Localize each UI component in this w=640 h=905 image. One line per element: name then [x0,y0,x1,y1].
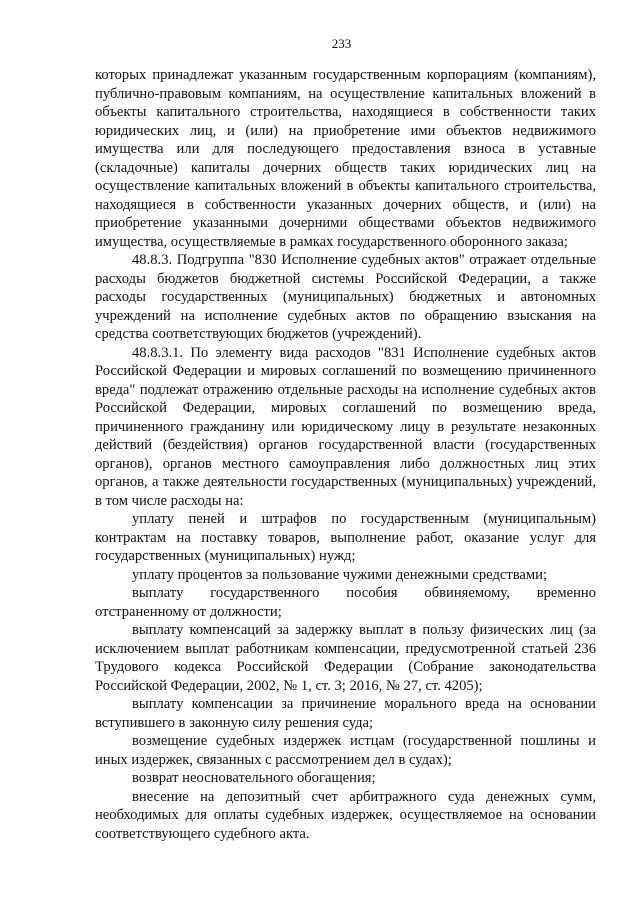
list-item-deposit: внесение на депозитный счет арбитражного суда денежных сумм, необходимых для оплаты судебных издержек, осуществляемое на основании соответствующего судебного акта. [95,788,596,842]
list-item-moral-damage: выплату компенсации за причинение морального вреда на основании вступившего в законную силу решения суда; [95,696,596,731]
page-number: 233 [331,36,352,51]
list-item-unjust-enrichment: возврат неосновательного обогащения; [132,770,376,786]
list-item-penalties: уплату пеней и штрафов по государственным (муниципальным) контрактам на поставку товаров, выполнение работ, оказание услуг для государственных (муниципальных) нужд; [95,511,596,564]
list-item-allowance: выплату государственного пособия обвиняемому, временно отстраненному от должности; [95,585,596,620]
body-text [95,66,596,843]
list-item-delay-compensation: выплату компенсаций за задержку выплат в пользу физических лиц (за исключением выплат работникам компенсации, предусмотренной статьей 236 Трудового кодекса Российской Федерации (Собрание законодательства Российской Федерации, 2002, № 1, ст. 3; 2016, № 27, ст. 4205); [95,622,596,694]
list-item-court-costs: возмещение судебных издержек истцам (государственной пошлины и иных издержек, связанных с рассмотрением дел в судах); [95,733,596,768]
paragraph-continuation: которых принадлежат указанным государственным корпорациям (компаниям), публично-правовым компаниям, на осуществление капитальных вложений в объекты капитального строительства, находящиеся в собственности таких юридических лиц, и (или) на приобретение ими объектов недвижимого имущества или для последующего предоставления взноса в уставные (складочные) капиталы дочерних обществ таких юридических лиц на осуществление капитальных вложений в объекты капитального строительства, находящиеся в собственности указанных дочерних обществ, и (или) на приобретение указанными дочерними обществами объектов недвижимого имущества, осуществляемые в рамках государственного оборонного заказа; [95,67,596,250]
paragraph-48-8-3-1: 48.8.3.1. По элементу вида расходов "831 Исполнение судебных актов Российской Федерации и мировых соглашений по возмещению причиненного вреда" подлежат отражению отдельные расходы на исполнение судебных актов Российской Федерации, мировых соглашений по возмещению вреда, причиненного гражданину или юридическому лицу в результате незаконных действий (бездействия) органов государственной власти (государственных органов), органов местного самоуправления либо должностных лиц этих органов, а также деятельности государственных (муниципальных) учреждений, в том числе расходы на: [95,344,596,509]
list-item-interest: уплату процентов за пользование чужими денежными средствами; [132,566,548,583]
paragraph-48-8-3: 48.8.3. Подгруппа "830 Исполнение судебных актов" отражает отдельные расходы бюджетов бюджетной системы Российской Федерации, а также расходы государственных (муниципальных) бюджетных и автономных учреждений на исполнение судебных актов по обращению взыскания на средства соответствующих бюджетов (учреждений). [95,252,596,342]
